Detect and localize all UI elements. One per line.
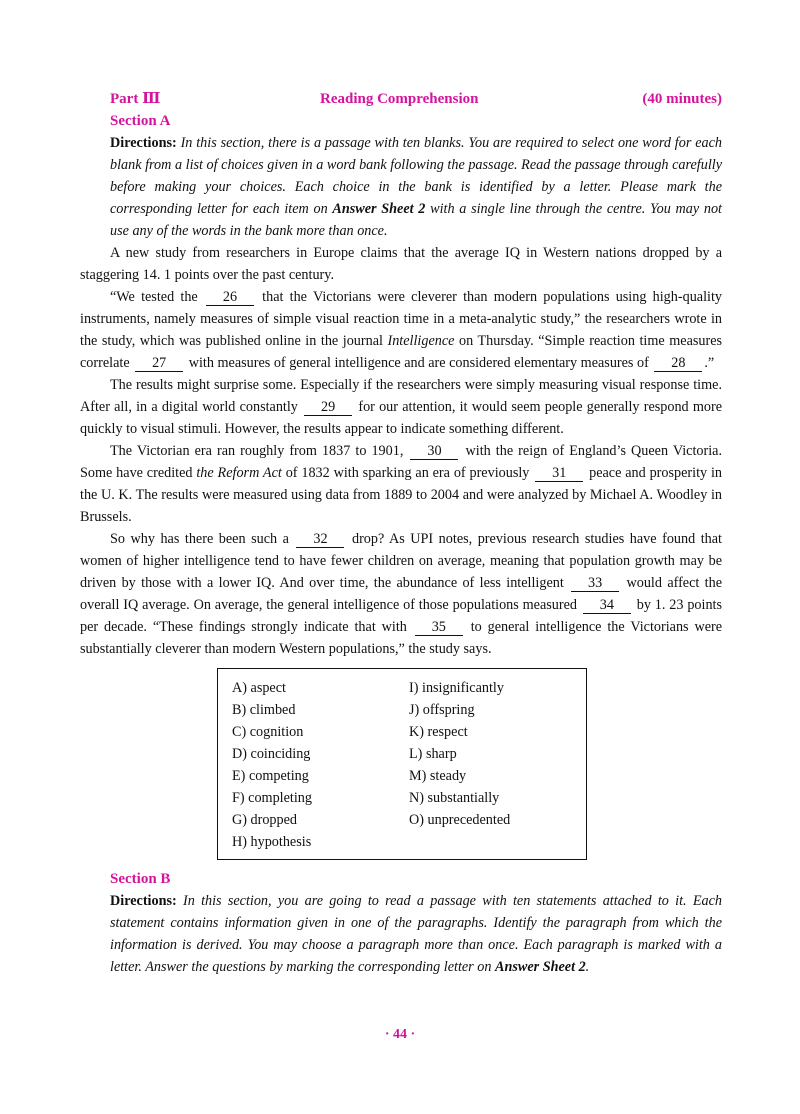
bank-item-g: G) dropped	[232, 812, 298, 828]
bank-item-k: K) respect	[409, 724, 468, 740]
blank-31: 31	[535, 465, 583, 482]
directions-text-1: In this section, there is a passage with ten blanks. You are required to select one word for each blank from a list of choices given in a word bank following the passage. Read the passage through carefully before making your choices. Each choice in the bank is identified by a letter. Please mark the corresponding letter for each item on	[110, 135, 722, 217]
blank-28: 28	[654, 355, 702, 372]
paragraph-1: A new study from researchers in Europe claims that the average IQ in Western nations dropped by a staggering 14. 1 points over the past century.	[80, 245, 722, 283]
bank-item-m: M) steady	[409, 768, 467, 784]
word-bank	[217, 668, 587, 860]
word-bank-right	[409, 677, 586, 853]
directions-label: Directions:	[110, 135, 177, 151]
section-b-directions	[110, 890, 722, 978]
directions-label-b: Directions:	[110, 893, 177, 909]
directions-b-text-1: In this section, you are going to read a passage with ten statements attached to it. Each statement contains information given in one of the paragraphs. Identify the paragraph from which the information is derived. You may choose a paragraph more than once. Each paragraph is marked with a letter. Answer the questions by marking the corresponding letter on	[110, 893, 722, 975]
bank-item-n: N) substantially	[409, 790, 500, 806]
answer-sheet-ref: Answer Sheet 2	[332, 201, 426, 217]
paragraph-2: “We tested the 26 that the Victorians were cleverer than modern populations using high-quality instruments, namely measures of simple visual reaction time in a meta-analytic study,” the researchers wrote in the study, which was published online in the journal Intelligence on Thursday. “Simple reaction time measures correlate 27 with measures of general intelligence and are considered elementary measures of 28 .”	[80, 289, 723, 371]
section-b-heading: Section B	[110, 871, 171, 887]
bank-item-f: F) completing	[232, 790, 312, 806]
blank-33: 33	[571, 575, 619, 592]
blank-35: 35	[415, 619, 463, 636]
paragraph-3: The results might surprise some. Especially if the researchers were simply measuring visual response time. After all, in a digital world constantly 29 for our attention, it would seem people generally respond more quickly to visual stimuli. However, the results appear to indicate something different.	[80, 377, 723, 437]
bank-item-h: H) hypothesis	[232, 834, 312, 850]
section-a-heading: Section A	[110, 113, 171, 129]
bank-item-o: O) unprecedented	[409, 812, 511, 828]
bank-item-d: D) coinciding	[232, 746, 311, 762]
bank-item-b: B) climbed	[232, 702, 296, 718]
blank-27: 27	[135, 355, 183, 372]
bank-item-l: L) sharp	[409, 746, 457, 762]
section-a-directions	[110, 132, 722, 242]
paragraph-4: The Victorian era ran roughly from 1837 to 1901, 30 with the reign of England’s Queen Victoria. Some have credited the Reform Act of 1832 with sparking an era of previously 31 peace and prosperity in the U. K. The results were measured using data from 1889 to 2004 and were analyzed by Michael A. Woodley in Brussels.	[80, 443, 723, 525]
directions-b-text-2: .	[585, 959, 590, 975]
answer-sheet-ref-b: Answer Sheet 2	[495, 959, 586, 975]
directions-text-2: with a single line through the centre. You may not use any of the words in the bank more than once.	[110, 201, 722, 239]
blank-32: 32	[296, 531, 344, 548]
reform-act: the Reform Act	[196, 465, 282, 481]
bank-item-j: J) offspring	[409, 702, 475, 718]
blank-34: 34	[583, 597, 631, 614]
bank-item-e: E) competing	[232, 768, 309, 784]
bank-item-c: C) cognition	[232, 724, 304, 740]
part-time: (40 minutes)	[642, 91, 722, 107]
part-title: Reading Comprehension	[320, 91, 479, 107]
page-number: · 44 ·	[384, 1027, 416, 1042]
word-bank-left	[232, 677, 409, 853]
page-content	[80, 88, 722, 978]
blank-30: 30	[410, 443, 458, 460]
bank-item-i: I) insignificantly	[409, 680, 504, 696]
blank-26: 26	[206, 289, 254, 306]
blank-29: 29	[304, 399, 352, 416]
part-label: Part Ⅲ	[110, 91, 161, 107]
paragraph-5: So why has there been such a 32 drop? As UPI notes, previous research studies have found that women of higher intelligence tend to have fewer children on average, meaning that population growth may be driven by those with a lower IQ. And over time, the abundance of less intelligent 33 would affect the overall IQ average. On average, the general intelligence of those populations measured 34 by 1. 23 points per decade. “These findings strongly indicate that with 35 to general intelligence the Victorians were substantially cleverer than modern Western populations,” the study says.	[80, 531, 723, 657]
part-header	[80, 88, 722, 110]
bank-item-a: A) aspect	[232, 680, 286, 696]
journal-name: Intelligence	[387, 333, 455, 349]
